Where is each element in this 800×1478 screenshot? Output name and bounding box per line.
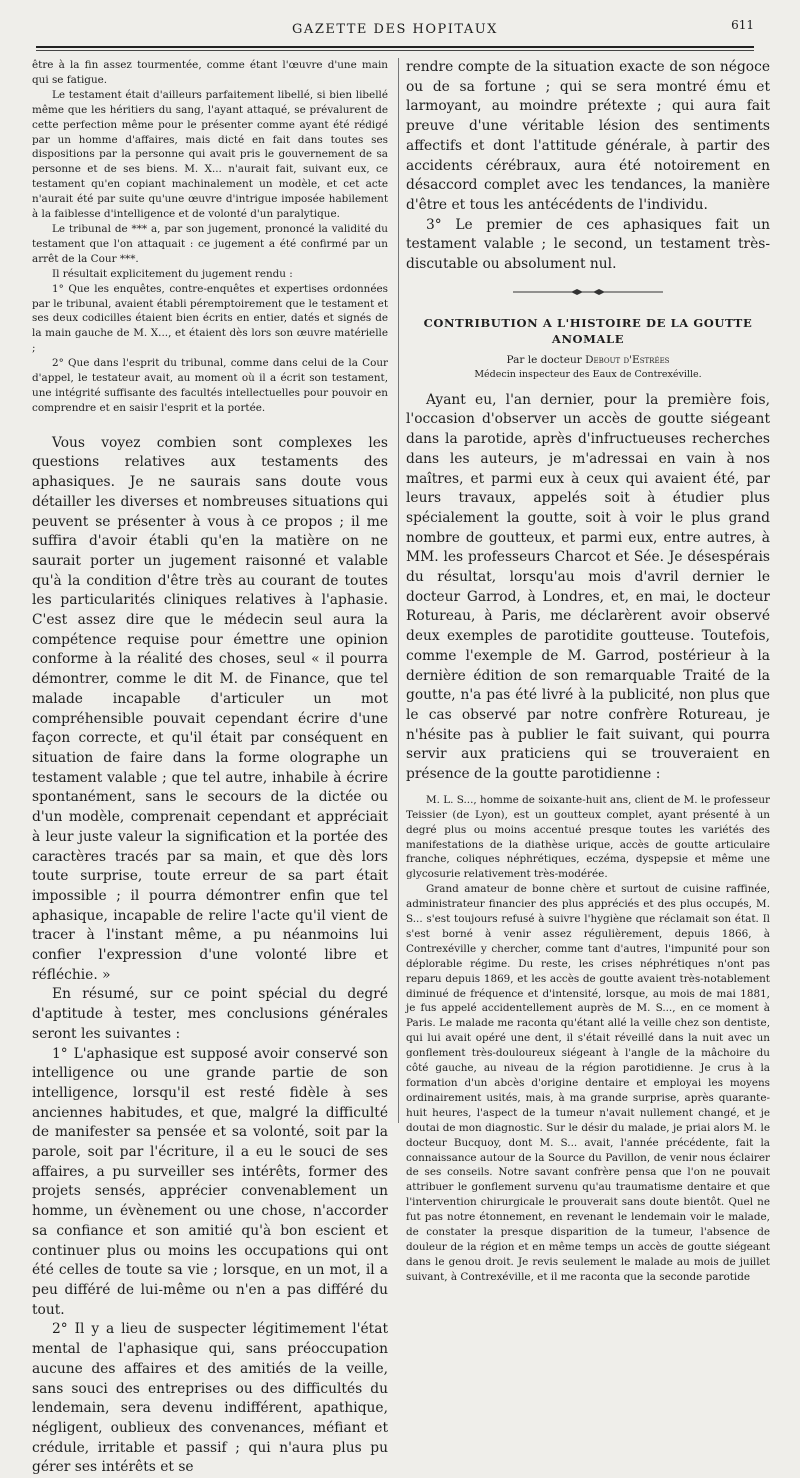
article-title: CONTRIBUTION A L'HISTOIRE DE LA GOUTTE ANOMALE — [423, 315, 753, 346]
paragraph: Grand amateur de bonne chère et surtout de cuisine raffinée, administrateur financier des plus appréciés et des plus occupés, M. S... s'est toujours refusé à suivre l'hygiène que réclamait son état. Il s'est borné à venir assez régulièrement, depuis 1866, à Contrexéville y chercher, comme tant d'autres, l'impunité pour son déplorable régime. Du reste, les crises néphrétiques n'ont pas reparu depuis 1869, et les accès de goutte avaient très-notablement diminué de fréquence et d'intensité, lorsque, au mois de mai 1881, je fus appelé accidentellement auprès de M. S..., en ce moment à Paris. Le malade me raconta qu'étant allé la veille chez son dentiste, qui lui avait opéré une dent, il s'était réveillé dans la nuit avec un gonflement très-douloureux siégeant à l'angle de la mâchoire du côté gauche, au niveau de la région parotidienne. Je crus à la formation d'un abcès d'origine dentaire et employai les moyens ordinairement usités, mais, à ma grande surprise, après quarante-huit heures, l'aspect de la tumeur n'avait nullement changé, et je doutai de mon diagnostic. Sur le désir du malade, je priai alors M. le docteur Bucquoy, dont M. S... avait, l'année précédente, fait la connaissance autour de la Source du Pavillon, de venir nous éclairer de ses conseils. Notre savant confrère pensa que l'on ne pouvait attribuer le gonflement survenu qu'au traumatisme dentaire et que l'intervention chirurgicale le prouverait sans doute bientôt. Quel ne fut pas notre étonnement, en revenant le lendemain voir le malade, de constater la presque disparition de la tumeur, l'absence de douleur de la région et en même temps un accès de goutte siégeant dans le genou droit. Je revis seulement le malade au mois de juillet suivant, à Contrexéville, et il me raconta que la seconde parotide — [406, 883, 770, 1283]
paragraph: 2° Que dans l'esprit du tribunal, comme dans celui de la Cour d'appel, le testateur avait, au moment où il a écrit son testament, une intégrité suffisante des facultés intellectuelles pour pouvoir en comprendre et en saisir l'esprit et la portée. — [32, 357, 388, 414]
paragraph: En résumé, sur ce point spécial du degré d'aptitude à tester, mes conclusions générales seront les suivantes : — [32, 986, 388, 1042]
paragraph: Le testament était d'ailleurs parfaitement libellé, si bien libellé même que les héritiers du sang, l'ayant attaqué, se prévalurent de cette perfection même pour le présenter comme ayant été rédigé par un homme d'affaires, mais dicté en fait dans toutes ses dispositions par la personne qui avait pris le gouvernement de sa personne et de ses biens. M. X... n'aurait fait, suivant eux, ce testament qu'en copiant machinalement un modèle, et cet acte n'aurait été par suite qu'une œuvre d'intrigue imposée habilement à la faiblesse d'intelligence et de volonté d'un paralytique. — [32, 88, 388, 221]
paragraph: 1° L'aphasique est supposé avoir conservé son intelligence ou une grande partie de son intelligence, lorsqu'il est resté fidèle à ses anciennes habitudes, et que, malgré la difficulté de manifester sa pensée et sa volonté, soit par la parole, soit par l'écriture, il a eu le souci de ses affaires, a pu surveiller ses intérêts, former des projets sensés, apprécier convenablement un homme, un évènement ou une chose, n'accorder sa confiance et son amitié qu'à bon escient et continuer plus ou moins les occupations qui ont été celles de toute sa vie ; lorsque, en un mot, il a peu différé de lui-même ou n'en a pas différé du tout. — [32, 1045, 388, 1318]
paragraph: 2° Il y a lieu de suspecter légitimement l'état mental de l'aphasique qui, sans préoccupation aucune des affaires et des amitiés de la veille, sans souci des entreprises ou des difficultés du lendemain, sera devenu indifférent, apathique, négligent, oublieux des convenances, méfiant et crédule, irritable et passif ; qui n'aura plus pu gérer ses intérêts et se — [32, 1321, 388, 1476]
paragraph: rendre compte de la situation exacte de son négoce ou de sa fortune ; qui se sera montré ému et larmoyant, au moindre prétexte ; qui aura fait preuve d'une véritable lésion des sentiments affectifs et dont l'attitude générale, à partir des accidents cérébraux, aura été notoirement en désaccord complet avec les tendances, la manière d'être et tous les antécédents de l'individu. — [406, 59, 770, 213]
header-rule — [36, 46, 754, 48]
column-divider — [398, 58, 399, 1123]
article-byline — [406, 353, 770, 368]
section-separator — [406, 283, 770, 301]
paragraph: Le tribunal de *** a, par son jugement, prononcé la validité du testament que l'on attaquait : ce jugement a été confirmé par un arrêt de la Cour ***. — [32, 222, 388, 265]
paragraph: être à la fin assez tourmentée, comme étant l'œuvre d'une main qui se fatigue. — [32, 59, 388, 86]
paragraph: Il résultait explicitement du jugement rendu : — [52, 267, 293, 280]
byline-prefix: Par le docteur — [506, 353, 582, 366]
author-name: Debout d'Estrées — [585, 353, 670, 366]
paragraph: 1° Que les enquêtes, contre-enquêtes et expertises ordonnées par le tribunal, avaient établi péremptoirement que le testament et ses deux codicilles étaient bien écrits en entier, datés et signés de la main gauche de M. X..., et étaient dès lors son œuvre matérielle ; — [32, 282, 388, 355]
paragraph: M. L. S..., homme de soixante-huit ans, client de M. le professeur Teissier (de Lyon), est un goutteux complet, ayant présenté à un degré plus ou moins accentué presque toutes les variétés des manifestations de la diathèse urique, accès de goutte articulaire franche, coliques néphrétiques, eczéma, dyspepsie et même une glycosurie relativement très-modérée. — [406, 793, 770, 881]
header-rule-thin — [36, 50, 754, 51]
page-header — [36, 18, 754, 48]
paragraph: Ayant eu, l'an dernier, pour la première fois, l'occasion d'observer un accès de goutte siégeant dans la parotide, après d'infructueuses recherches dans les auteurs, je m'adressai en vain à nos maîtres, et parmi eux à ceux qui avaient été, par leurs travaux, appelés soit à étudier plus spécialement la goutte, soit à voir le plus grand nombre de goutteux, et parmi eux, entre autres, à MM. les professeurs Charcot et Sée. Je désespérais du résultat, lorsqu'au mois d'avril dernier le docteur Garrod, à Londres, et, en mai, le docteur Rotureau, à Paris, me déclarèrent avoir observé deux exemples de parotidite goutteuse. Toutefois, comme l'exemple de M. Garrod, postérieur à la dernière édition de son remarquable Traité de la goutte, n'a pas été livré à la publicité, non plus que le cas observé par notre confrère Rotureau, je n'hésite pas à publier le fait suivant, qui pourra servir aux praticiens qui se trouveraient en présence de la goutte parotidienne : — [406, 391, 770, 783]
page-number: 611 — [731, 18, 754, 32]
left-column — [32, 58, 388, 1476]
paragraph: Vous voyez combien sont complexes les questions relatives aux testaments des aphasiques. Je ne saurais sans doute vous détailler les diverses et nombreuses situations qui peuvent se présenter à vous à ce propos ; il me suffira d'avoir établi qu'en la matière on ne saurait porter un jugement raisonné et valable qu'à la condition d'être très au courant de toutes les particularités cliniques relatives à l'aphasie. C'est assez dire que le médecin seul aura la compétence requise pour émettre une opinion conforme à la réalité des choses, seul « il pourra démontrer, comme le dit M. de Finance, que tel malade incapable d'articuler un mot compréhensible pouvait cependant écrire d'une façon correcte, et qu'il était par conséquent en situation de faire dans la forme olographe un testament valable ; que tel autre, inhabile à écrire spontanément, sans le secours de la dictée ou d'un modèle, comprenait cependant et appréciait à leur juste valeur la signification et la portée des caractères tracés par sa main, et que dès lors toute surprise, toute erreur de sa part était impossible ; il pourra démontrer enfin que tel aphasique, incapable de relire l'acte qu'il vient de tracer à l'instant même, a pu néanmoins lui confier l'expression d'une volonté libre et réfléchie. » — [32, 434, 388, 983]
paragraph: 3° Le premier de ces aphasiques fait un testament valable ; le second, un testament très-discutable ou absolument nul. — [406, 216, 770, 273]
right-column — [406, 58, 770, 1283]
author-affiliation: Médecin inspecteur des Eaux de Contrexéville. — [474, 368, 702, 380]
separator-ornament-icon — [513, 287, 663, 297]
journal-title: GAZETTE DES HOPITAUX — [292, 22, 498, 37]
